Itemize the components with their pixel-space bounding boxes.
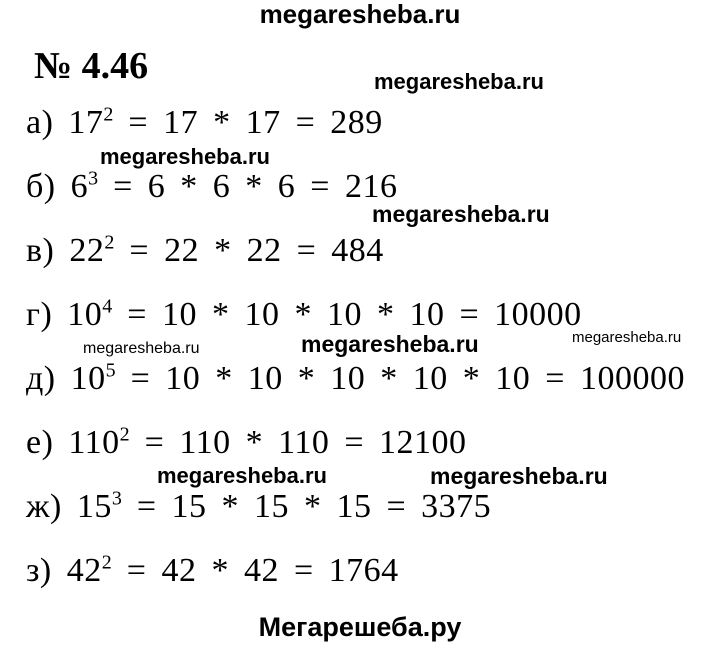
problem-expansion: = 22 * 22 = 484 (129, 232, 384, 269)
watermark-lower-left: megaresheba.ru (157, 463, 327, 488)
problem-row-z (26, 547, 399, 595)
problem-exponent: 2 (104, 231, 115, 254)
problem-label: в) (26, 232, 55, 269)
problem-label: б) (26, 168, 56, 205)
problem-row-g (26, 291, 582, 339)
problem-exponent: 4 (102, 295, 113, 318)
problem-base: 6 (70, 168, 89, 205)
problem-exponent: 3 (111, 487, 122, 510)
watermark-mid-center: megaresheba.ru (301, 331, 479, 357)
problem-expansion: = 42 * 42 = 1764 (126, 552, 399, 589)
problem-label: з) (26, 552, 52, 589)
problem-label: д) (26, 360, 56, 397)
watermark-site-top: megaresheba.ru (259, 0, 461, 29)
problem-row-b (26, 163, 397, 211)
watermark-lower-right: megaresheba.ru (430, 463, 608, 489)
problem-exponent: 2 (119, 423, 130, 446)
problem-label: ж) (26, 488, 62, 525)
problem-row-e (26, 419, 467, 467)
problem-base: 42 (66, 552, 102, 589)
problem-expansion: = 10 * 10 * 10 * 10 * 10 = 100000 (130, 360, 685, 397)
problem-row-zh (26, 483, 491, 531)
problem-exponent: 2 (103, 103, 114, 126)
problem-exponent: 5 (105, 359, 116, 382)
problem-base: 22 (69, 232, 105, 269)
problem-number: № 4.46 (34, 45, 149, 87)
problem-expansion: = 10 * 10 * 10 * 10 = 10000 (127, 296, 582, 333)
problem-base: 110 (68, 424, 120, 461)
problem-exponent: 2 (101, 551, 112, 574)
problem-row-v (26, 227, 384, 275)
watermark-mid-left: megaresheba.ru (83, 340, 200, 357)
problem-expansion: = 6 * 6 * 6 = 216 (113, 168, 398, 205)
watermark-beside-row-b: megaresheba.ru (372, 201, 550, 227)
problem-exponent: 3 (88, 167, 99, 190)
problem-base: 15 (76, 488, 112, 525)
problem-base: 10 (70, 360, 106, 397)
watermark-under-row-a: megaresheba.ru (100, 144, 270, 169)
problem-base: 17 (68, 104, 104, 141)
problem-row-d (26, 355, 685, 403)
watermark-mid-right: megaresheba.ru (572, 329, 682, 346)
problem-label: г) (26, 296, 53, 333)
footer-brand: Мегарешеба.ру (258, 612, 462, 642)
watermark-upper-right: megaresheba.ru (374, 69, 544, 94)
problem-expansion: = 17 * 17 = 289 (128, 104, 383, 141)
problem-expansion: = 15 * 15 * 15 = 3375 (136, 488, 492, 525)
problem-label: е) (26, 424, 54, 461)
problem-label: а) (26, 104, 54, 141)
problem-expansion: = 110 * 110 = 12100 (144, 424, 467, 461)
problem-base: 10 (67, 296, 103, 333)
problem-row-a (26, 99, 383, 147)
